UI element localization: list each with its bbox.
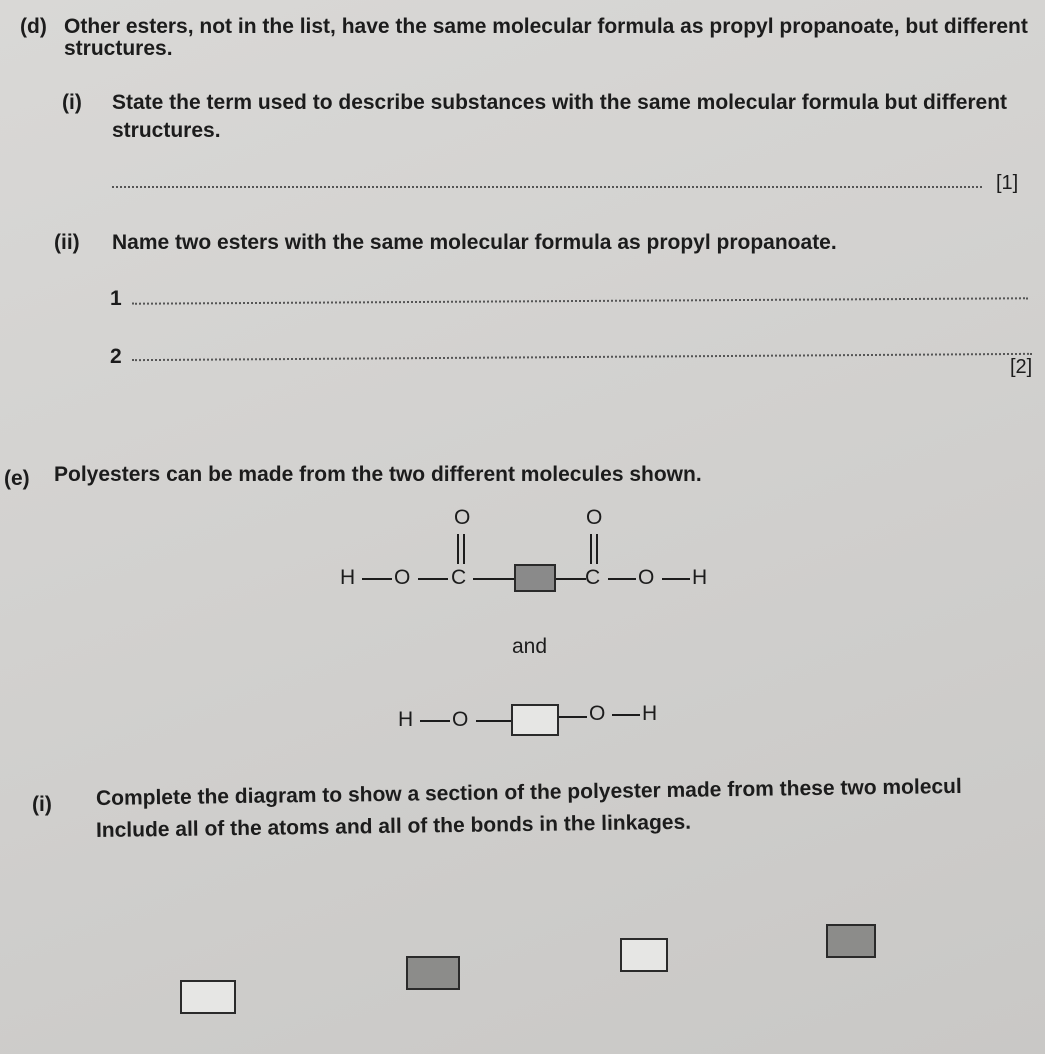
- polyester-block-empty: [180, 980, 236, 1014]
- question-d-text-line1: Other esters, not in the list, have the same molecular formula as propyl propanoate, but different: [64, 15, 1028, 38]
- atom-o: O: [589, 702, 606, 725]
- hydrocarbon-block-filled: [514, 564, 556, 592]
- bond-line: [362, 578, 392, 580]
- mark-d-i: [1]: [996, 172, 1019, 194]
- double-bond: [590, 534, 598, 564]
- atom-h: H: [692, 566, 708, 589]
- bond-line: [476, 720, 512, 722]
- atom-h: H: [642, 702, 658, 725]
- atom-c: C: [585, 566, 601, 589]
- and-text: and: [512, 635, 548, 658]
- atom-o: O: [454, 506, 471, 529]
- atom-o: O: [586, 506, 603, 529]
- answer-line-d-ii-2[interactable]: [132, 353, 1032, 361]
- answer-line-d-i[interactable]: [112, 186, 982, 188]
- question-e-i-label: (i): [32, 793, 52, 816]
- question-d-ii-text: Name two esters with the same molecular formula as propyl propanoate.: [112, 231, 837, 254]
- atom-o: O: [638, 566, 655, 589]
- question-d-i-text-line1: State the term used to describe substances with the same molecular formula but different: [112, 91, 1008, 114]
- question-d-text-line2: structures.: [64, 37, 173, 60]
- question-e-i-text-line2: Include all of the atoms and all of the bonds in the linkages.: [95, 810, 692, 842]
- double-bond: [457, 534, 465, 564]
- bond-line: [662, 578, 690, 580]
- polyester-block-filled: [826, 924, 876, 958]
- atom-h: H: [340, 566, 356, 589]
- bond-line: [559, 716, 587, 718]
- bond-line: [473, 578, 515, 580]
- answer-2-label: 2: [110, 345, 122, 368]
- atom-h: H: [398, 708, 414, 731]
- question-d-label: (d): [20, 15, 47, 38]
- atom-o: O: [394, 566, 411, 589]
- bond-line: [418, 578, 448, 580]
- atom-c: C: [451, 566, 467, 589]
- bond-line: [612, 714, 640, 716]
- bond-line: [556, 578, 586, 580]
- polyester-block-filled: [406, 956, 460, 990]
- polyester-block-empty: [620, 938, 668, 972]
- atom-o: O: [452, 708, 469, 731]
- hydrocarbon-block-empty: [511, 704, 559, 736]
- answer-1-label: 1: [110, 287, 122, 310]
- question-e-text: Polyesters can be made from the two different molecules shown.: [54, 463, 702, 486]
- answer-line-d-ii-1[interactable]: [132, 297, 1028, 304]
- question-d-ii-label: (ii): [54, 231, 80, 254]
- bond-line: [608, 578, 636, 580]
- bond-line: [420, 720, 450, 722]
- question-e-i-text-line1: Complete the diagram to show a section of the polyester made from these two molecul: [95, 774, 962, 810]
- question-d-i-text-line2: structures.: [112, 119, 221, 142]
- question-d-i-label: (i): [62, 91, 82, 114]
- mark-d-ii: [2]: [1010, 356, 1033, 378]
- question-e-label: (e): [4, 467, 30, 490]
